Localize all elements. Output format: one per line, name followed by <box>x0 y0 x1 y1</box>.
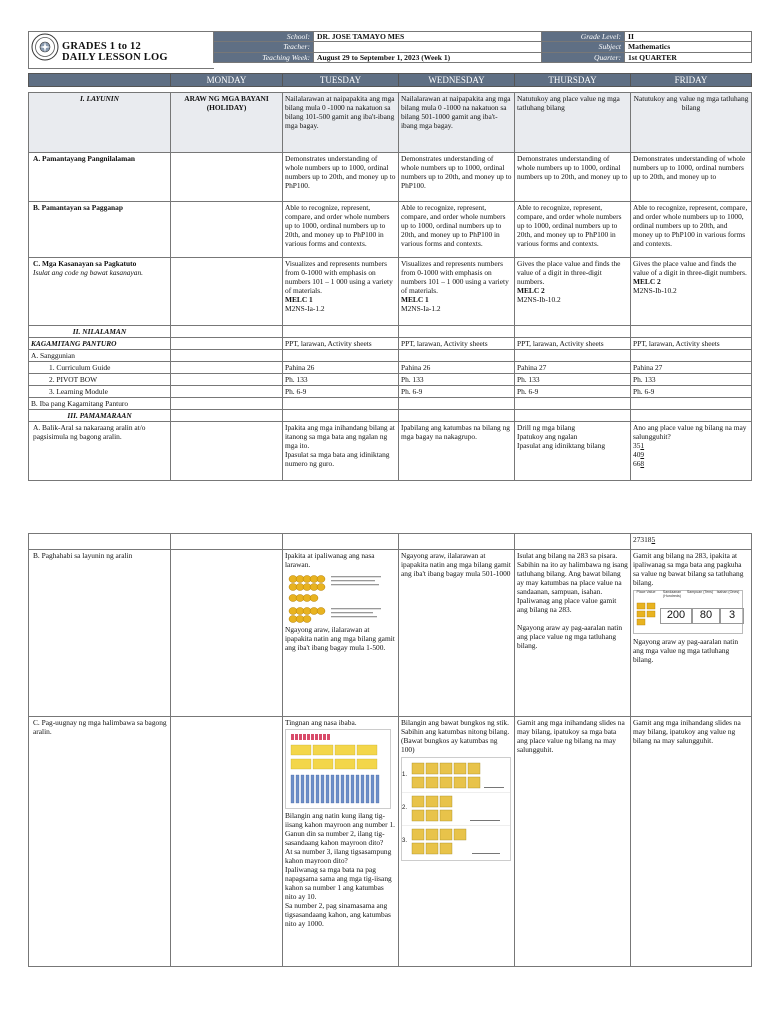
melc1-code-wed: M2NS-Ia-1.2 <box>401 304 441 314</box>
ugnay-tue-5: Ipaliwanag sa mga bata na pag napagsama sama ang mga tig-iisang kahon sa number 1 ang katumbas nito ay 10. <box>285 865 392 902</box>
balik-fri-num1: 351 <box>633 441 645 451</box>
balik-aral-tue <box>283 422 399 481</box>
grade-label: Grade Level: <box>542 32 625 42</box>
blank <box>515 398 631 410</box>
kagamitan-fri: PPT, larawan, Activity sheets <box>631 338 752 350</box>
day-monday: MONDAY <box>171 74 283 87</box>
blank <box>171 534 283 550</box>
blank <box>283 534 399 550</box>
pag-uugnay-wed <box>399 717 515 967</box>
balik-fri-num3: 668 <box>633 459 645 469</box>
balik-thu-3: Ipasulat ang idiniktang bilang <box>517 441 606 451</box>
balik-fri-num2: 409 <box>633 450 645 460</box>
quarter-label: Quarter: <box>542 52 625 62</box>
day-wednesday: WEDNESDAY <box>399 74 515 87</box>
kasanayan-thu <box>515 258 631 326</box>
pivot-wed: Ph. 133 <box>399 374 515 386</box>
kasanayan-fri <box>631 258 752 326</box>
balik-tue-1: Ipakita ang mga inihandang bilang at itanong sa mga bata ang ngalan ng mga ito. <box>285 423 395 451</box>
pagganap-wed: Able to recognize, represent, compare, and order whole numbers up to 1000, ordinal numbers up to 20th, and money up to PhP100 in various forms and contexts. <box>399 202 515 258</box>
pamantayang-tue-tail: PhP100. <box>285 181 310 191</box>
balik-fri-question: Ano ang place value ng bilang na may salungguhit? <box>633 423 747 442</box>
underlined-digit: 1 <box>640 441 645 451</box>
bundle-num-2: 2. <box>402 805 408 812</box>
pivot-fri: Ph. 133 <box>631 374 752 386</box>
day-header-blank <box>29 74 171 87</box>
pag-uugnay-label: C. Pag-uugnay ng mga halimbawa sa bagong aralin. <box>29 717 171 967</box>
paghahabi-label: B. Paghahabi sa layunin ng aralin <box>29 550 171 717</box>
school-value: DR. JOSE TAMAYO MES <box>314 32 542 42</box>
day-thursday: THURSDAY <box>515 74 631 87</box>
melc2-fri: MELC 2 <box>633 277 661 287</box>
blank <box>171 717 283 967</box>
title-grades: GRADES 1 to 12 <box>62 41 141 52</box>
pv-blocks-icon <box>636 601 658 629</box>
balik-aral-wed: Ipabilang ang katumbas na bilang ng mga bagay na nakagrupo. <box>399 422 515 481</box>
melc1-tue: MELC 1 <box>285 295 313 305</box>
blank <box>515 410 631 422</box>
blank <box>171 386 283 398</box>
lm-fri: Ph. 6-9 <box>631 386 752 398</box>
pag-uugnay-thu: Gamit ang mga inihandang slides na may bilang, ipatukoy sa mga bata ang place value ng bilang na may salungguhit. <box>515 717 631 967</box>
bundle-item-3 <box>402 826 510 858</box>
pamantayang-thu: Demonstrates understanding of whole numbers up to 1000, ordinal numbers up to 20th, and money up to <box>515 153 631 202</box>
blank <box>515 534 631 550</box>
base-ten-blocks-illustration <box>285 729 391 809</box>
blank <box>399 398 515 410</box>
pamantayang-tue <box>283 153 399 202</box>
pamamaraan-label: III. PAMAMARAAN <box>29 410 171 422</box>
pamantayang-fri: Demonstrates understanding of whole numbers up to 1000, ordinal numbers up to 20th, and money up to <box>631 153 752 202</box>
kagamitan-thu: PPT, larawan, Activity sheets <box>515 338 631 350</box>
kagamitan-tue: PPT, larawan, Activity sheets <box>283 338 399 350</box>
pv-header-2: Sampuan (Tens) <box>686 590 714 595</box>
pivot-label: 2. PIVOT BOW <box>29 374 171 386</box>
pagganap-tue: Able to recognize, represent, compare, and order whole numbers up to 1000, ordinal numbers up to 20th, and money up to PhP100 in various forms and contexts. <box>283 202 399 258</box>
subject-label: Subject <box>542 42 625 52</box>
blank <box>399 350 515 362</box>
teacher-label: Teacher: <box>214 42 314 52</box>
layunin-fri: Natutukoy ang value ng mga tatluhang bilang <box>631 93 752 153</box>
blank <box>171 398 283 410</box>
balik-aral-thu <box>515 422 631 481</box>
blank <box>171 326 283 338</box>
balik-aral-label: A. Balik-Aral sa nakaraang aralin at/o pagsisimula ng bagong aralin. <box>29 422 171 481</box>
pag-uugnay-fri: Gamit ang mga inihandang slides na may bilang, ipatukoy ang value ng bilang na may salungguhit. <box>631 717 752 967</box>
pv-value-hundreds: 200 <box>660 608 692 623</box>
bundle-num-1: 1. <box>402 772 408 779</box>
teacher-value <box>314 42 542 52</box>
blank <box>29 534 171 550</box>
pamantayang-label: A. Pamantayang Pangnilalaman <box>29 153 171 202</box>
day-tuesday: TUESDAY <box>283 74 399 87</box>
ugnay-tue-4: At sa number 3, ilang tigsasampung kahon mayroon dito? <box>285 847 392 866</box>
iba-label: B. Iba pang Kagamitang Panturo <box>29 398 171 410</box>
place-value-chart <box>633 590 743 634</box>
pag-thu-2: Ipaliwanag ang place value gamit ang bilang na 283. <box>517 596 617 615</box>
ugnay-tue-1: Tingnan ang nasa ibaba. <box>285 718 357 727</box>
blank <box>631 398 752 410</box>
kasanayan-wed-text: Visualizes and represents numbers from 0-1000 with emphasis on numbers 101 – 1 000 using a variety of materials. <box>401 259 509 296</box>
bundle-num-3: 3. <box>402 838 408 845</box>
day-friday: FRIDAY <box>631 74 752 87</box>
blank <box>171 350 283 362</box>
cg-fri: Pahina 27 <box>631 362 752 374</box>
monday-blank <box>171 153 283 202</box>
balik-tue-2: Ipasulat sa mga bata ang idiniktang numero ng guro. <box>285 450 390 469</box>
week-value: August 29 to September 1, 2023 (Week 1) <box>314 52 542 62</box>
coin-bags-illustration <box>285 571 391 623</box>
lm-tue: Ph. 6-9 <box>283 386 399 398</box>
blank <box>171 550 283 717</box>
pamantayang-tue-text: Demonstrates understanding of whole numbers up to 1000, ordinal numbers up to 20th, and money up to <box>285 154 396 182</box>
balik-aral-fri <box>631 422 752 481</box>
bundle-item-1 <box>402 760 510 793</box>
blank <box>171 422 283 481</box>
header-info-table <box>213 31 752 63</box>
kasanayan-fri-text: Gives the place value and finds the value of a digit in three-digit numbers. <box>633 259 747 278</box>
pag-fri-2: Ngayong araw ay pag-aaralan natin ang mga value ng mga tatluhang bilang. <box>633 637 739 665</box>
cg-label: 1. Curriculum Guide <box>29 362 171 374</box>
balik-thu-1: Drill ng mga bilang <box>517 423 576 433</box>
pv-value-tens: 80 <box>692 608 720 623</box>
layunin-label: I. LAYUNIN <box>29 93 171 153</box>
pv-header-0: Place Value <box>636 590 656 595</box>
underlined-digit: 8 <box>640 459 645 469</box>
bundle-item-2 <box>402 793 510 826</box>
lesson-table-page1 <box>28 92 752 481</box>
blank <box>399 410 515 422</box>
layunin-thu: Natutukoy ang place value ng mga tatluhang bilang <box>515 93 631 153</box>
blank <box>515 326 631 338</box>
blank <box>399 534 515 550</box>
title-dll: DAILY LESSON LOG <box>62 52 168 63</box>
monday-blank <box>171 202 283 258</box>
blank <box>283 398 399 410</box>
blank <box>171 410 283 422</box>
cg-tue: Pahina 26 <box>283 362 399 374</box>
pamantayang-wed-text: Demonstrates understanding of whole numbers up to 1000, ordinal numbers up to 20th, and money up to <box>401 154 512 182</box>
kasanayan-tue <box>283 258 399 326</box>
cg-thu: Pahina 27 <box>515 362 631 374</box>
kagamitan-label: KAGAMITANG PANTURO <box>29 338 171 350</box>
stick-bundles-exercise <box>401 757 511 861</box>
lm-label: 3. Learning Module <box>29 386 171 398</box>
kasanayan-tue-text: Visualizes and represents numbers from 0-1000 with emphasis on numbers 101 – 1 000 using a variety of materials. <box>285 259 393 296</box>
blank <box>399 326 515 338</box>
monday-holiday: ARAW NG MGA BAYANI (HOLIDAY) <box>171 93 283 153</box>
blank <box>171 338 283 350</box>
blank <box>171 374 283 386</box>
lm-wed: Ph. 6-9 <box>399 386 515 398</box>
blank <box>631 350 752 362</box>
pag-uugnay-tue <box>283 717 399 967</box>
stick-bundle-icon <box>410 827 506 857</box>
kagamitan-wed: PPT, larawan, Activity sheets <box>399 338 515 350</box>
sanggunian-label: A. Sanggunian <box>29 350 171 362</box>
pv-header-1: Sandaanan (Hundreds) <box>662 590 682 599</box>
pag-thu-1: Isulat ang bilang na 283 sa pisara. Sabihin na ito ay halimbawa ng isang tatluhang bilang. Ang bawat bilang ay may katumbas na place value na sandaanan, sampuan, isahan. <box>517 551 628 597</box>
melc2-thu: MELC 2 <box>517 286 545 296</box>
cont-fri-nums: 273185 <box>631 534 752 550</box>
day-header-row <box>28 73 752 87</box>
deped-seal-icon <box>31 33 59 61</box>
underlined-digit: 5 <box>651 535 656 544</box>
pag-tue-1: Ipakita at ipaliwanag ang nasa larawan. <box>285 551 375 570</box>
lm-thu: Ph. 6-9 <box>515 386 631 398</box>
pag-fri-1: Gamit ang bilang na 283, ipakita at ipaliwanag sa mga bata ang pagkuha sa value ng bawat bilang sa tatluhang bilang. <box>633 551 744 588</box>
stick-bundle-icon <box>410 794 506 824</box>
blank <box>283 350 399 362</box>
grade-value: II <box>625 32 752 42</box>
blank <box>171 362 283 374</box>
kasanayan-note: Isulat ang code ng bawat kasanayan. <box>33 268 144 278</box>
pamantayang-wed-tail: PhP100. <box>401 181 426 191</box>
ugnay-tue-6: Sa number 2, pag sinamasama ang tigsasandaang kahon, ang katumbas nito ay 1000. <box>285 901 391 929</box>
ugnay-tue-3: Ganun din sa number 2, ilang tig-sasandaang kahon mayroon dito? <box>285 829 385 848</box>
pagganap-label: B. Pamantayan sa Pagganap <box>29 202 171 258</box>
kasanayan-title: C. Mga Kasanayan sa Pagkatuto <box>33 259 137 268</box>
underlined-digit: 9 <box>640 450 645 460</box>
pag-thu-3: Ngayong araw ay pag-aaralan natin ang place value ng mga tatluhang bilang. <box>517 623 623 651</box>
blank <box>631 410 752 422</box>
monday-blank <box>171 258 283 326</box>
pv-header-3: Isahan (Ones) <box>716 590 740 595</box>
layunin-wed: Nailalarawan at naipapakita ang mga bilang mula 0 -1000 na nakatuon sa bilang 501-1000 gamit ang iba't-ibang mga bagay. <box>399 93 515 153</box>
paghahabi-tue <box>283 550 399 717</box>
blank <box>631 326 752 338</box>
pv-value-ones: 3 <box>720 608 744 623</box>
kasanayan-wed <box>399 258 515 326</box>
pamantayang-wed <box>399 153 515 202</box>
stick-bundle-icon <box>410 761 506 791</box>
subject-value: Mathematics <box>625 42 752 52</box>
melc1-wed: MELC 1 <box>401 295 429 305</box>
blank <box>515 350 631 362</box>
week-label: Teaching Week: <box>214 52 314 62</box>
layunin-tue: Nailalarawan at naipapakita ang mga bilang mula 0 -1000 na nakatuon sa bilang 101-500 gamit ang iba't-ibang mga bagay. <box>283 93 399 153</box>
blank <box>283 326 399 338</box>
melc2-code-fri: M2NS-Ib-10.2 <box>633 286 677 296</box>
kasanayan-label <box>29 258 171 326</box>
paghahabi-thu <box>515 550 631 717</box>
ugnay-tue-2: Bilangin ang natin kung ilang tig-iisang kahon mayroon ang number 1. <box>285 811 396 830</box>
pagganap-thu: Able to recognize, represent, compare, and order whole numbers up to 1000, ordinal numbers up to 20th, and money up to PhP100 in various forms and contexts. <box>515 202 631 258</box>
balik-thu-2: Ipatukoy ang ngalan <box>517 432 578 442</box>
lesson-table-page2 <box>28 533 752 967</box>
quarter-value: 1st QUARTER <box>625 52 752 62</box>
pivot-thu: Ph. 133 <box>515 374 631 386</box>
kasanayan-thu-text: Gives the place value and finds the value of a digit in three-digit numbers. <box>517 259 621 287</box>
melc1-code-tue: M2NS-Ia-1.2 <box>285 304 325 314</box>
paghahabi-fri <box>631 550 752 717</box>
pagganap-fri: Able to recognize, represent, compare, and order whole numbers up to 1000, ordinal numbers up to 20th, and money up to PhP100 in various forms and contexts. <box>631 202 752 258</box>
cg-wed: Pahina 26 <box>399 362 515 374</box>
blank <box>283 410 399 422</box>
nilalaman-label: II. NILALAMAN <box>29 326 171 338</box>
pag-tue-2: Ngayong araw, ilalarawan at ipapakita natin ang mga bilang gamit ang iba't ibang bagay mula 1-500. <box>285 625 395 653</box>
pivot-tue: Ph. 133 <box>283 374 399 386</box>
paghahabi-wed: Ngayong araw, ilalarawan at ipapakita natin ang mga bilang gamit ang iba't ibang bagay mula 501-1000 <box>399 550 515 717</box>
ugnay-wed-text: Bilangin ang bawat bungkos ng stik. Sabihin ang katumbas nitong bilang. (Bawat bungkos ay katumbas ng 100) <box>401 718 510 755</box>
school-label: School: <box>214 32 314 42</box>
melc2-code-thu: M2NS-Ib-10.2 <box>517 295 561 305</box>
